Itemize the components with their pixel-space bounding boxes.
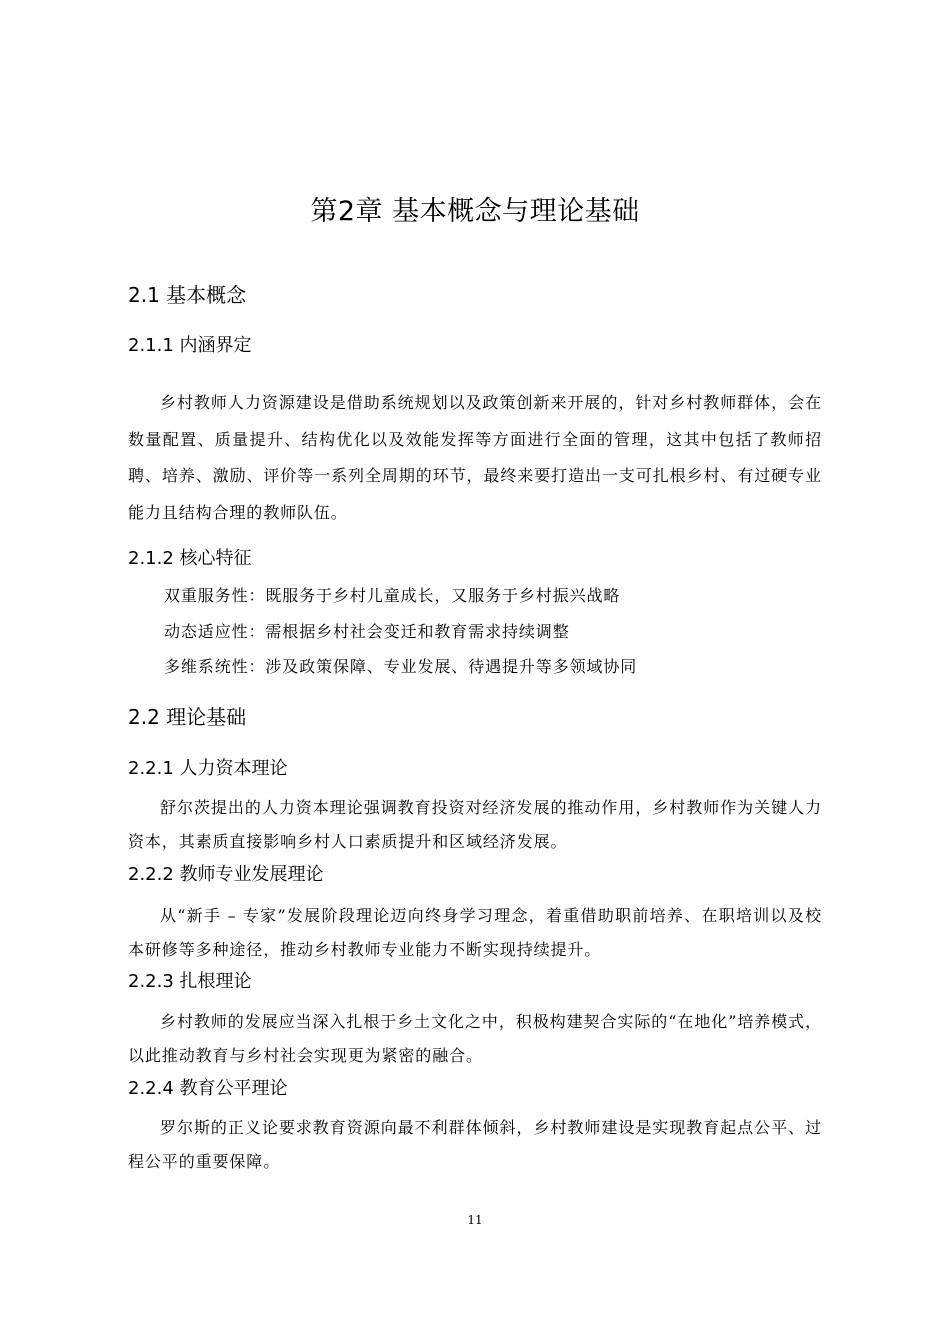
page-number: 11 [467,1213,483,1227]
paragraph-2-1-1: 乡村教师人力资源建设是借助系统规划以及政策创新来开展的，针对乡村教师群体，会在数量配置、质量提升、结构优化以及效能发挥等方面进行全面的管理，这其中包括了教师招聘、培养、激励、评价等一系列全周期的环节，最终来要打造出一支可扎根乡村、有过硬专业能力且结构合理的教师队伍。 [128,393,822,522]
subsection-heading-2-2-3: 2.2.3 扎根理论 [128,971,252,992]
subsection-heading-2-2-4: 2.2.4 教育公平理论 [128,1078,288,1099]
paragraph-2-2-3: 乡村教师的发展应当深入扎根于乡土文化之中，积极构建契合实际的“在地化”培养模式，以此推动教育与乡村社会实现更为紧密的融合。 [128,1012,822,1065]
feature-item-2: 动态适应性：需根据乡村社会变迁和教育需求持续调整 [164,622,570,641]
section-heading-2-1: 2.1 基本概念 [128,283,247,307]
subsection-heading-2-2-1: 2.2.1 人力资本理论 [128,758,288,779]
subsection-heading-2-2-2: 2.2.2 教师专业发展理论 [128,864,324,885]
paragraph-2-2-1: 舒尔茨提出的人力资本理论强调教育投资对经济发展的推动作用，乡村教师作为关键人力资本，其素质直接影响乡村人口素质提升和区域经济发展。 [128,798,822,851]
feature-item-1: 双重服务性：既服务于乡村儿童成长，又服务于乡村振兴战略 [164,586,621,605]
section-heading-2-2: 2.2 理论基础 [128,705,247,729]
subsection-heading-2-1-1: 2.1.1 内涵界定 [128,335,252,356]
paragraph-2-2-4: 罗尔斯的正义论要求教育资源向最不利群体倾斜，乡村教师建设是实现教育起点公平、过程公平的重要保障。 [128,1118,822,1171]
feature-item-3: 多维系统性：涉及政策保障、专业发展、待遇提升等多领域协同 [164,657,638,676]
chapter-title: 第2章 基本概念与理论基础 [310,196,640,227]
subsection-heading-2-1-2: 2.1.2 核心特征 [128,548,252,569]
paragraph-2-2-2: 从“新手 – 专家”发展阶段理论迈向终身学习理念，着重借助职前培养、在职培训以及校本研修等多种途径，推动乡村教师专业能力不断实现持续提升。 [128,906,822,959]
